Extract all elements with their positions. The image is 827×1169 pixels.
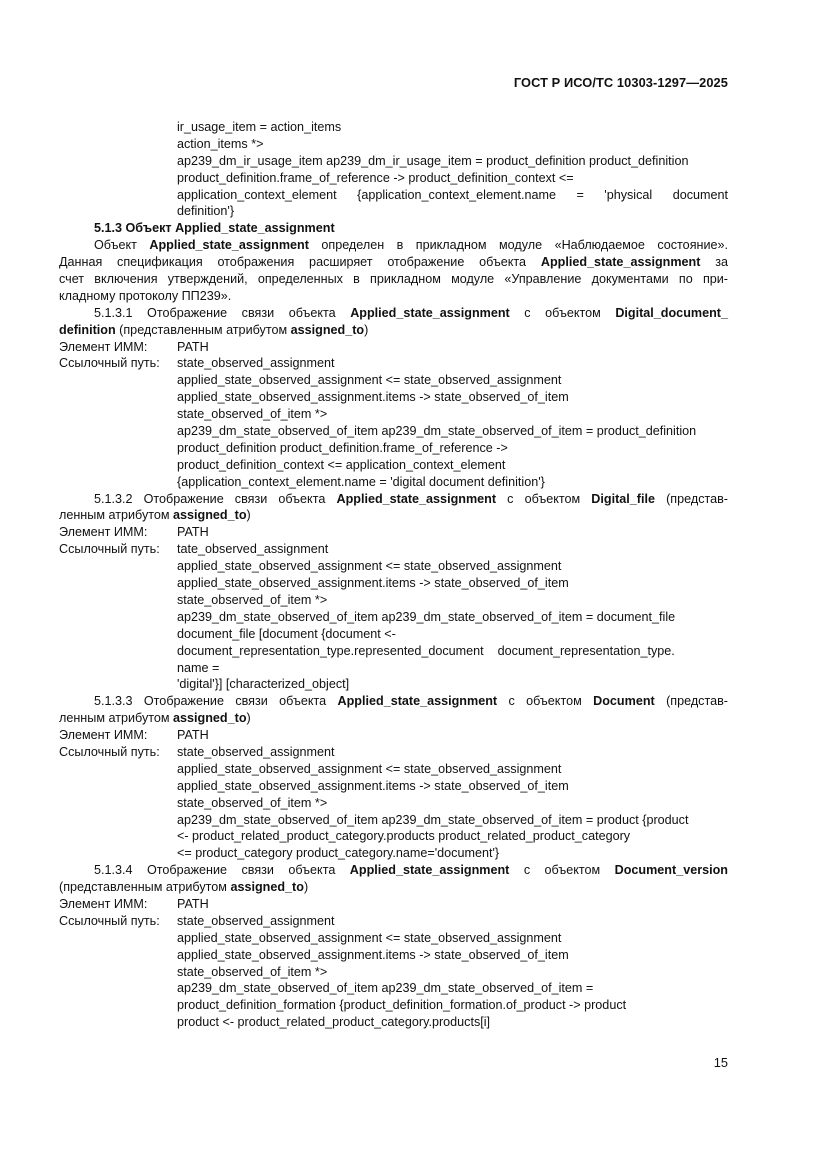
code-line: product_definition.frame_of_reference -> product_definition_context <= xyxy=(177,170,574,185)
path-line: 'digital'}] [characterized_object] xyxy=(177,677,350,692)
intro-line: Данная спецификация отображения расширяет отображение объекта Applied_state_assignment за xyxy=(59,255,729,270)
code-line: ir_usage_item = action_items xyxy=(177,120,342,134)
path-line: ap239_dm_state_observed_of_item ap239_dm_state_observed_of_item = document_file xyxy=(177,609,676,624)
mapping-title: 5.1.3.4 Отображение связи объекта Applied_state_assignment с объектом Document_version xyxy=(94,863,728,878)
mapping-title: 5.1.3.2 Отображение связи объекта Applied_state_assignment с объектом Digital_file (представ- xyxy=(94,491,728,506)
path-line: product <- product_related_product_category.products[i] xyxy=(177,1015,491,1030)
page-number: 15 xyxy=(713,1055,728,1070)
path-line: name = xyxy=(177,660,220,675)
path-line: applied_state_observed_assignment <= state_observed_assignment xyxy=(177,373,562,388)
imm-element-row: Элемент ИММ: PATH xyxy=(59,339,209,354)
path-line: product_definition_context <= application_context_element xyxy=(177,457,506,472)
path-line: ap239_dm_state_observed_of_item ap239_dm_state_observed_of_item = xyxy=(177,981,594,996)
reference-path-row: Ссылочный путь: state_observed_assignment xyxy=(59,913,335,928)
path-line: applied_state_observed_assignment <= state_observed_assignment xyxy=(177,761,562,776)
path-line: ap239_dm_state_observed_of_item ap239_dm_state_observed_of_item = product {product xyxy=(177,812,689,827)
section-heading: 5.1.3 Объект Applied_state_assignment xyxy=(94,221,335,236)
intro-line: кладному протоколу ПП239». xyxy=(59,288,232,303)
path-line: document_file [document {document <- xyxy=(177,626,396,641)
imm-element-row: Элемент ИММ: PATH xyxy=(59,728,209,743)
path-line: <= product_category product_category.name='document'} xyxy=(177,846,500,861)
intro-line: Объект Applied_state_assignment определен в прикладном модуле «Наблюдаемое состояние». xyxy=(94,238,729,253)
imm-element-row: Элемент ИММ: PATH xyxy=(59,525,209,540)
path-line: applied_state_observed_assignment.items -> state_observed_of_item xyxy=(177,778,569,793)
path-line: <- product_related_product_category.products product_related_product_category xyxy=(177,829,631,844)
reference-path-row: Ссылочный путь: tate_observed_assignment xyxy=(59,542,329,557)
mapping-title: (представленным атрибутом assigned_to) xyxy=(59,880,309,895)
code-line: action_items *> xyxy=(177,136,264,151)
path-line: ap239_dm_state_observed_of_item ap239_dm_state_observed_of_item = product_definition xyxy=(177,424,697,439)
path-line: applied_state_observed_assignment.items -> state_observed_of_item xyxy=(177,947,569,962)
path-line: applied_state_observed_assignment.items -> state_observed_of_item xyxy=(177,576,569,591)
path-line: state_observed_of_item *> xyxy=(177,795,328,810)
path-line: applied_state_observed_assignment <= state_observed_assignment xyxy=(177,559,562,574)
path-line: applied_state_observed_assignment <= state_observed_assignment xyxy=(177,930,562,945)
mapping-title: ленным атрибутом assigned_to) xyxy=(59,711,251,726)
path-line: applied_state_observed_assignment.items -> state_observed_of_item xyxy=(177,390,569,405)
code-line: definition'} xyxy=(177,204,235,219)
path-line: state_observed_of_item *> xyxy=(177,592,328,607)
path-line: product_definition product_definition.frame_of_reference -> xyxy=(177,440,508,455)
code-line: ap239_dm_ir_usage_item ap239_dm_ir_usage_item = product_definition product_definition xyxy=(177,153,689,168)
mapping-title: ленным атрибутом assigned_to) xyxy=(59,508,251,523)
code-line: application_context_element {application_context_element.name = 'physical document xyxy=(177,187,728,202)
path-line: product_definition_formation {product_definition_formation.of_product -> product xyxy=(177,998,627,1013)
document-body xyxy=(59,119,728,1031)
mapping-title: definition (представленным атрибутом assigned_to) xyxy=(59,322,369,337)
mapping-title: 5.1.3.3 Отображение связи объекта Applied_state_assignment с объектом Document (представ- xyxy=(94,694,728,709)
reference-path-row: Ссылочный путь: state_observed_assignment xyxy=(59,356,335,371)
standard-header: ГОСТ Р ИСО/ТС 10303-1297—2025 xyxy=(513,75,728,90)
intro-line: счет включения утверждений, определенных в прикладном модуле «Управление документами по при- xyxy=(59,272,728,287)
path-line: state_observed_of_item *> xyxy=(177,407,328,422)
mapping-title: 5.1.3.1 Отображение связи объекта Applied_state_assignment с объектом Digital_document_ xyxy=(94,305,728,320)
path-line: {application_context_element.name = 'digital document definition'} xyxy=(177,474,545,489)
imm-element-row: Элемент ИММ: PATH xyxy=(59,896,209,911)
reference-path-row: Ссылочный путь: state_observed_assignment xyxy=(59,744,335,759)
path-line: document_representation_type.represented_document document_representation_type. xyxy=(177,643,675,658)
path-line: state_observed_of_item *> xyxy=(177,964,328,979)
